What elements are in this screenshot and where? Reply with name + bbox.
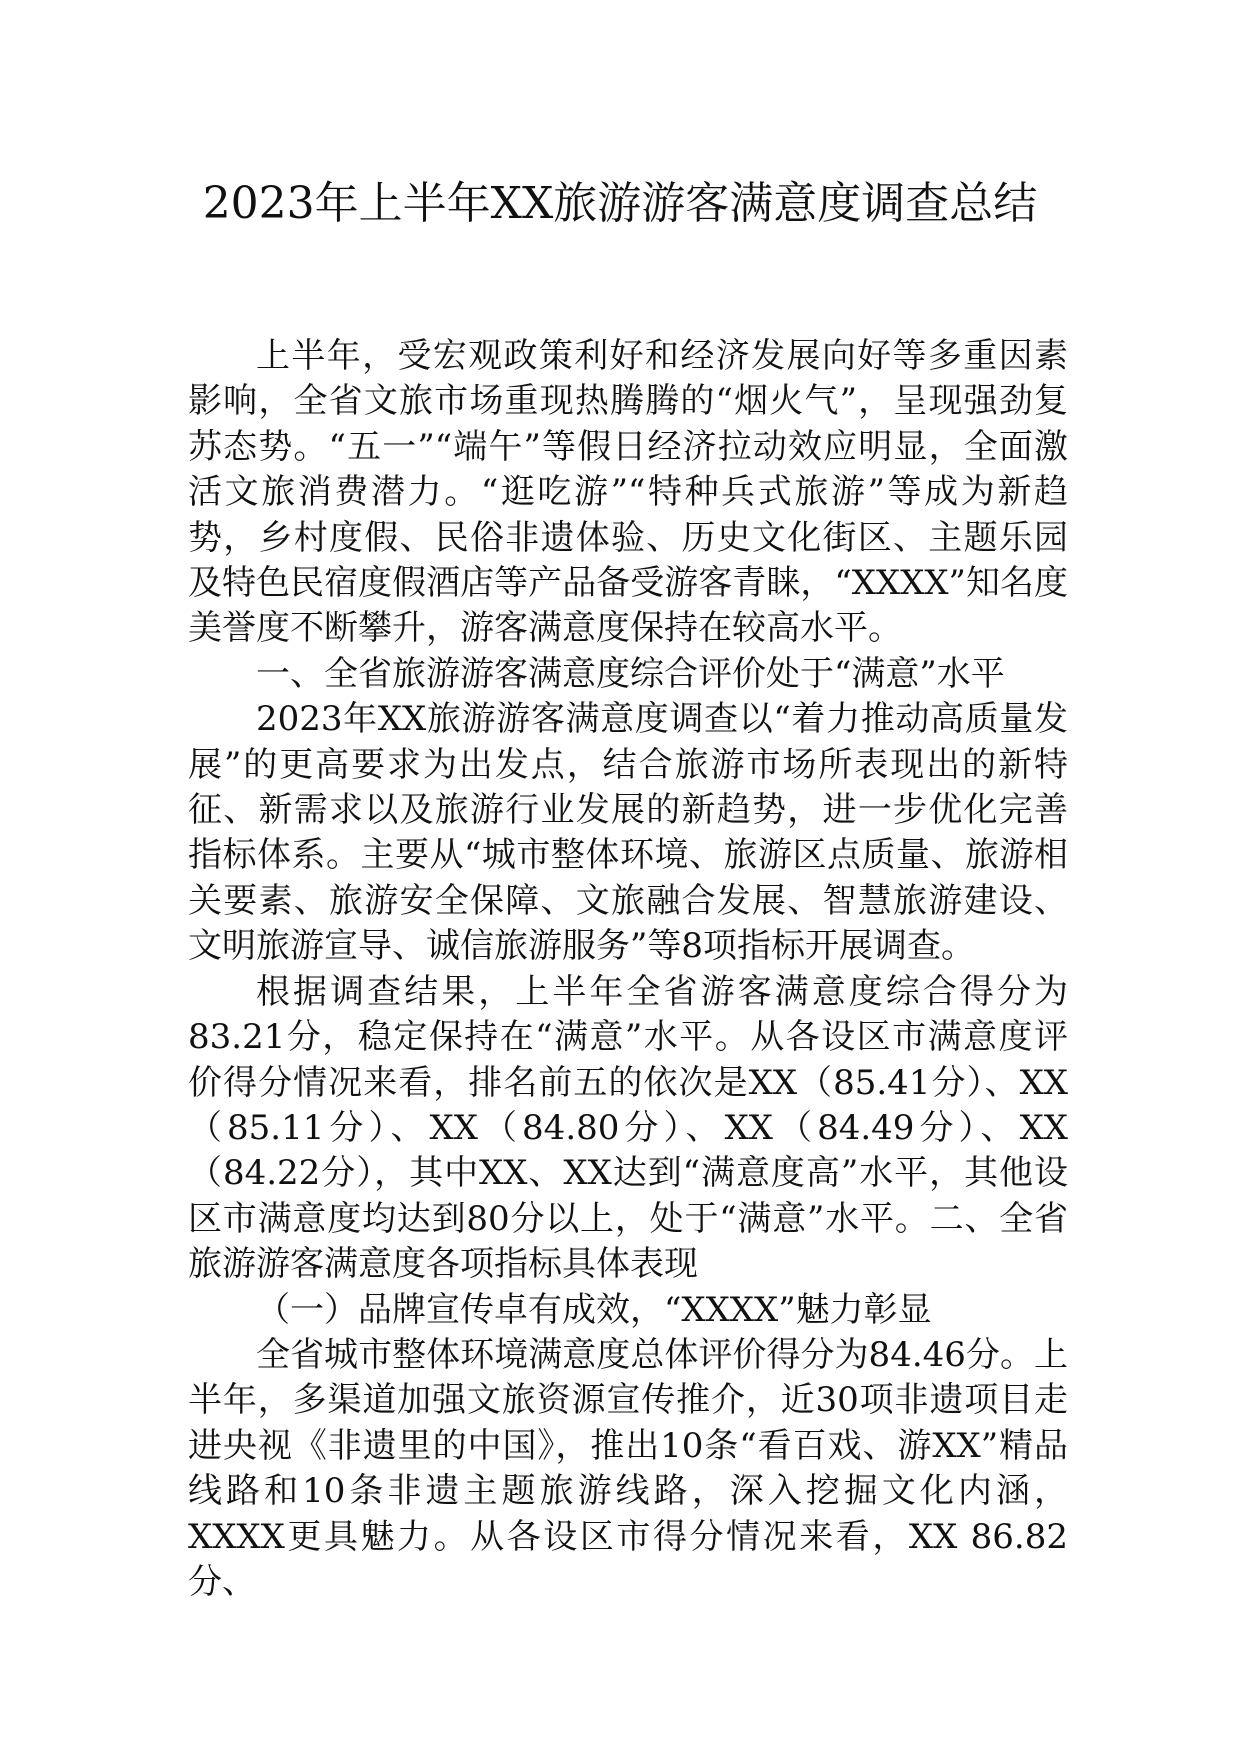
section-heading-1: 一、全省旅游游客满意度综合评价处于“满意”水平 (256, 653, 1005, 694)
paragraph-survey-scope: 2023年XX旅游游客满意度调查以“着力推动高质量发展”的更高要求为出发点，结合旅游市场所表现出的新特征、新需求以及旅游行业发展的新趋势，进一步优化完善指标体系。主要从“城市整体环境、旅游区点质量、旅游相关要素、旅游安全保障、文旅融合发展、智慧旅游建设、文明旅游宣导、诚信旅游服务”等8项指标开展调查。 (188, 699, 1068, 967)
paragraph-survey-results: 根据调查结果，上半年全省游客满意度综合得分为83.21分，稳定保持在“满意”水平。从各设区市满意度评价得分情况来看，排名前五的依次是XX（85.41分）、XX（85.11分）、XX（84.80分）、XX（84.49分）、XX（84.22分），其中XX、XX达到“满意度高”水平，其他设区市满意度均达到80分以上，处于“满意”水平。二、全省旅游游客满意度各项指标具体表现 (188, 971, 1068, 1285)
subsection-heading-1: （一）品牌宣传卓有成效，“XXXX”魅力彰显 (256, 1289, 932, 1330)
paragraph-intro: 上半年，受宏观政策利好和经济发展向好等多重因素影响，全省文旅市场重现热腾腾的“烟火气”，呈现强劲复苏态势。“五一”“端午”等假日经济拉动效应明显，全面激活文旅消费潜力。“逛吃游”“特种兵式旅游”等成为新趋势，乡村度假、民俗非遗体验、历史文化街区、主题乐园及特色民宿度假酒店等产品备受游客青睐，“XXXX”知名度美誉度不断攀升，游客满意度保持在较高水平。 (188, 336, 1068, 649)
document-body (188, 334, 1068, 1605)
document-title: 2023年上半年XX旅游游客满意度调查总结 (202, 178, 1038, 229)
paragraph-city-environment: 全省城市整体环境满意度总体评价得分为84.46分。上半年，多渠道加强文旅资源宣传推介，近30项非遗项目走进央视《非遗里的中国》，推出10条“看百戏、游XX”精品线路和10条非遗主题旅游线路，深入挖掘文化内涵，XXXX更具魅力。从各设区市得分情况来看，XX 86.82分、 (188, 1334, 1068, 1602)
